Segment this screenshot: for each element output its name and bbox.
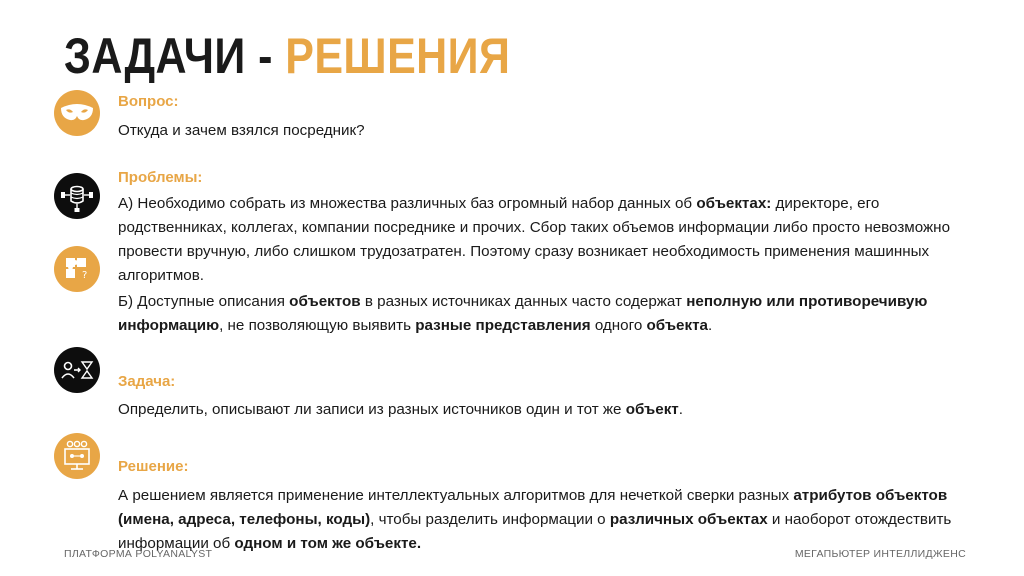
puzzle-icon xyxy=(54,246,100,292)
database-network-icon xyxy=(54,173,100,219)
question-heading: Вопрос: xyxy=(118,93,179,110)
solution-text: А решением является применение интеллектуальных алгоритмов для нечеткой сверки разных атрибутов объектов (имена, адреса, телефоны, коды), чтобы разделить информации о различных объектах и наоборот отождествить информации об одном и том же объекте. xyxy=(118,487,952,552)
title-part-1: ЗАДАЧИ - xyxy=(64,28,286,84)
footer-left: ПЛАТФОРМА POLYANALYST xyxy=(64,548,213,560)
problems-heading: Проблемы: xyxy=(118,169,203,186)
task-text: Определить, описывают ли записи из разных источников один и тот же объект. xyxy=(118,401,683,418)
task-heading: Задача: xyxy=(118,373,176,390)
problem-a-text: А) Необходимо собрать из множества различных баз огромный набор данных об объектах: директоре, его родственниках, коллегах, компании посреднике и прочих. Сбор таких объемов информации либо просто невозможно провести вручную, либо слишком трудозатратен. Поэтому сразу возникает необходимость применения машинных алгоритмов. xyxy=(118,195,951,284)
title-part-2: РЕШЕНИЯ xyxy=(285,28,511,84)
network-monitor-icon xyxy=(54,433,100,479)
problem-b-text: Б) Доступные описания объектов в разных источниках данных часто содержат неполную или противоречивую информацию, не позволяющую выявить разные представления одного объекта. xyxy=(118,293,928,334)
mask-icon xyxy=(54,90,100,136)
person-compare-icon xyxy=(54,347,100,393)
footer-right: МЕГАПЬЮТЕР ИНТЕЛЛИДЖЕНС xyxy=(794,548,966,560)
question-text: Откуда и зачем взялся посредник? xyxy=(118,122,365,139)
svg-text:?: ? xyxy=(82,270,88,281)
page-title xyxy=(64,26,510,86)
solution-heading: Решение: xyxy=(118,458,189,475)
